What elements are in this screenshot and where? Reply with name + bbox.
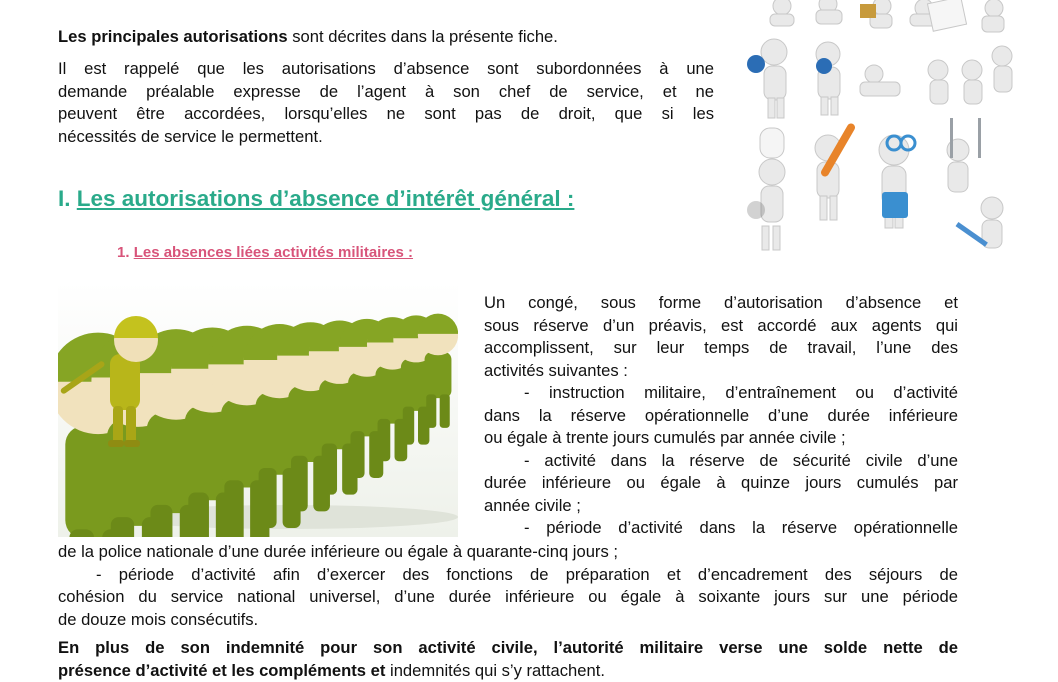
conge-line: - période d’activité dans la réserve opérationnelle: [484, 517, 958, 540]
reminder-line: peuvent être accordées, lorsqu’elles ne sont pas de droit, que si les: [58, 103, 714, 126]
rest-line: de la police nationale d’une durée inférieure ou égale à quarante-cinq jours ;: [58, 541, 958, 564]
subsection-heading: [117, 244, 413, 261]
collage-illustration: [742, 0, 1022, 265]
intro-text: sont décrites dans la présente fiche.: [288, 27, 558, 46]
section-heading: [58, 186, 574, 212]
conge-line: - instruction militaire, d’entraînement ou d’activité: [484, 382, 958, 405]
subsection-number: 1.: [117, 244, 134, 261]
conge-line: durée inférieure ou égale à quinze jours cumulés par: [484, 472, 958, 495]
reminder-line: demande préalable expresse de l’agent à son chef de service, et ne: [58, 81, 714, 104]
conge-line: année civile ;: [484, 495, 958, 518]
reminder-line: nécessités de service le permettent.: [58, 126, 714, 149]
final-line-tail: indemnités qui s’y rattachent.: [385, 661, 605, 680]
conge-line: activités suivantes :: [484, 360, 958, 383]
conge-line: sous réserve d’un préavis, est accordé aux agents qui: [484, 315, 958, 338]
subsection-title: Les absences liées activités militaires :: [134, 244, 413, 261]
intro-bold: Les principales autorisations: [58, 27, 288, 46]
conge-line: accomplissent, sur leur temps de travail, l’une des: [484, 337, 958, 360]
reminder-line: Il est rappelé que les autorisations d’absence sont subordonnées à une: [58, 58, 714, 81]
rest-line: cohésion du service national universel, d’une durée inférieure ou égale à soixante jours sur une période: [58, 586, 958, 609]
rest-line: de douze mois consécutifs.: [58, 609, 958, 632]
final-line: En plus de son indemnité pour son activité civile, l’autorité militaire verse une solde nette de: [58, 637, 958, 660]
section-number: I.: [58, 186, 77, 211]
rest-paragraph: [58, 541, 958, 631]
conge-line: - activité dans la réserve de sécurité civile d’une: [484, 450, 958, 473]
final-line-bold: présence d’activité et les compléments et: [58, 661, 385, 680]
soldiers-illustration: [58, 282, 458, 537]
intro-paragraph: [58, 26, 718, 49]
conge-line: ou égale à trente jours cumulés par année civile ;: [484, 427, 958, 450]
conge-paragraph: [484, 292, 958, 540]
conge-line: Un congé, sous forme d’autorisation d’absence et: [484, 292, 958, 315]
rest-line: - période d’activité afin d’exercer des fonctions de préparation et d’encadrement des séjours de: [58, 564, 958, 587]
final-line: [58, 660, 958, 682]
reminder-paragraph: [58, 58, 714, 148]
final-paragraph: [58, 637, 958, 682]
section-title: Les autorisations d’absence d’intérêt général :: [77, 186, 575, 211]
conge-line: dans la réserve opérationnelle d’une durée inférieure: [484, 405, 958, 428]
